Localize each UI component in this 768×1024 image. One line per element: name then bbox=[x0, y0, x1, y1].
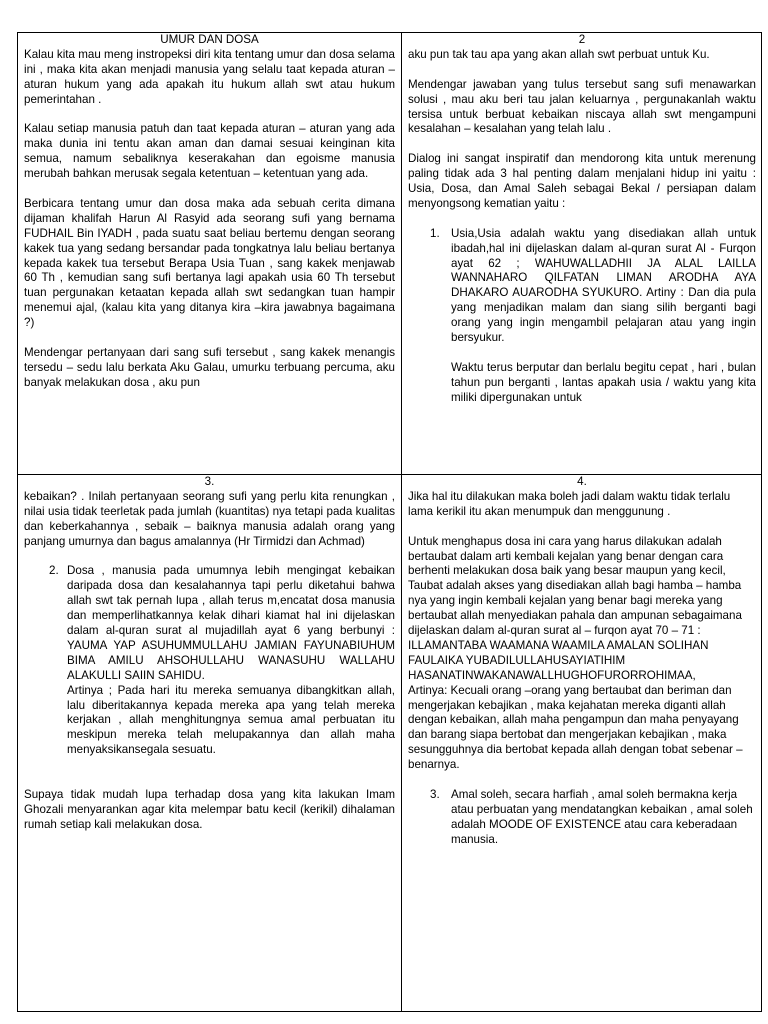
page-title: UMUR DAN DOSA bbox=[160, 33, 259, 46]
page-cell-2 bbox=[402, 33, 762, 474]
paragraph: Kalau setiap manusia patuh dan taat kepada aturan – aturan yang ada maka dunia ini tentu akan aman dan damai sesuai keinginan kita semua, namum sebaliknya keserakahan dan egoisme manusia merubah bahkan merusak segala ketentuan – ketentuan yang ada. bbox=[24, 122, 395, 181]
list-item-text: Artinya ; Pada hari itu mereka semuanya dibangkitkan allah, lalu diberitakannya kepada mereka apa yang telah mereka kerjakan , allah menghitungnya semua amal perbuatan itu meskipun mereka telah melupakannya dan allah maha menyaksikansegala sesuatu. bbox=[67, 683, 395, 757]
paragraph: Mendengar jawaban yang tulus tersebut sang sufi menawarkan solusi , mau aku beri tau jalan keluarnya , pergunakanlah waktu tersisa untuk berbuat kebaikan niscaya allah swt mengampuni kesalahan – kesalahan yang telah lalu . bbox=[408, 77, 756, 136]
list-item-text: Dosa , manusia pada umumnya lebih mengingat kebaikan daripada dosa dan kesalahannya tapi perlu diketahui bahwa allah swt tak pernah lupa , allah terus m,encatat dosa manusia dan memperlihatkannya kelak dihari kiamat hal ini dijelaskan dalam al-quran surat al mujadillah ayat 6 yang berbunyi : YAUMA YAP ASUHUMMULLAHU JAMIAN FAYUNABIUHUM BIMA AMILU AHSOHULLAHU WANASUHU WALLAHU ALAKULLI SAIIN SAHIDU. bbox=[67, 564, 395, 682]
list-number: 3. bbox=[430, 788, 440, 801]
paragraph: kebaikan? . Inilah pertanyaan seorang sufi yang perlu kita renungkan , nilai usia tidak teerletak pada jumlah (kuantitas) nya tetapi pada kualitas dan keberkahannya , sebaik – baiknya manusia adalah orang yang panjang umurnya dan bagus amalannya (Hr Tirmidzi dan Achmad) bbox=[24, 489, 395, 548]
list-item-body bbox=[451, 788, 756, 863]
page-number: 2 bbox=[578, 33, 586, 46]
list-number: 2. bbox=[49, 564, 59, 578]
list-number: 1. bbox=[430, 226, 440, 240]
paragraph: Kalau kita mau meng instropeksi diri kita tentang umur dan dosa selama ini , maka kita akan menjadi manusia yang selalu taat kepada aturan – aturan hukum yang ada apakah itu hukum allah swt atau hukum pemerintahan . bbox=[24, 47, 395, 106]
paragraph: Jika hal itu dilakukan maka boleh jadi dalam waktu tidak terlalu lama kerikil itu akan menumpuk dan menggunung . bbox=[408, 489, 731, 518]
page-cell-4 bbox=[402, 475, 762, 1011]
paragraph: Mendengar pertanyaan dari sang sufi tersebut , sang kakek menangis tersedu – sedu lalu berkata Aku Galau, umurku terbuang percuma, aku banyak melakukan dosa , aku pun bbox=[24, 345, 395, 389]
list-item-text: Usia,Usia adalah waktu yang disediakan allah untuk ibadah,hal ini dijelaskan dalam al-quran surat Al - Furqon ayat 62 ; WAHUWALLADHII JA ALAL LAILLA WANNAHARO QILFATAN LIMAN ARODHA AYA DHAKARO AUARODHA SYUKURO. Artiny : Dan dia pula yang menjadikan malam dan siang silih berganti bagi orang yang ingin mengambil pelajaran atau yang ingin bersyukur. bbox=[451, 226, 756, 345]
page-cell-1 bbox=[18, 33, 401, 474]
list-item-body bbox=[67, 564, 395, 773]
paragraph: Berbicara tentang umur dan dosa maka ada sebuah cerita dimana dijaman khalifah Harun Al Rasyid ada seorang sufi yang bernama FUDHAIL Bin IYADH , pada suatu saat beliau bertemu dengan seorang kakek tua yang sedang bersandar pada tongkatnya lalu beliau bertanya kepada kakek tua tersebut Berapa Usia Tuan , sang kakek menjawab 60 Th , kemudian sang sufi bertanya lagi apakah usia 60 Th tersebut tuan pergunakan ketaatan kepada allah swt sedangkan tuan hampir menemui ajal, (kalau kita yang ditanya kira –kira jawabnya bagaimana ?) bbox=[24, 196, 395, 330]
list-item-body bbox=[451, 227, 756, 421]
list-item-amal-soleh bbox=[408, 788, 756, 863]
page-cell-3 bbox=[18, 475, 401, 1011]
paragraph: aku pun tak tau apa yang akan allah swt perbuat untuk Ku. bbox=[408, 47, 710, 61]
paragraph: Supaya tidak mudah lupa terhadap dosa yang kita lakukan Imam Ghozali menyarankan agar kita melempar batu kecil (kerikil) dihalaman rumah setiap kali melakukan dosa. bbox=[24, 787, 395, 831]
paragraph: Untuk menghapus dosa ini cara yang harus dilakukan adalah bertaubat dalam arti kembali kejalan yang benar dengan cara berhenti melakukan dosa baik yang besar maupun yang kecil, Taubat adalah akses yang disediakan allah bagi hamba – hamba nya yang ingin kembali kejalan yang benar bagi mereka yang bertaubat allah menyediakan pahala dan ampunan sebagaimana dijelaskan dalam al-quran surat al – furqon ayat 70 – 71 : ILLAMANTABA WAAMANA WAAMILA AMALAN SOLIHAN FAULAIKA YUBADILULLAHUSAYIATIHIM HASANATINWAKANAWALLHUGHOFURORROHIMAA, bbox=[408, 534, 742, 682]
page-number: 4. bbox=[577, 475, 587, 488]
list-item-text: Amal soleh, secara harfiah , amal soleh bermakna kerja atau perbuatan yang mendatangkan kebaikan , amal soleh adalah MOODE OF EXISTENCE atau cara keberadaan manusia. bbox=[451, 788, 753, 846]
paragraph: Dialog ini sangat inspiratif dan mendorong kita untuk merenung paling tidak ada 3 hal penting dalam menjalani hidup ini yaitu : Usia, Dosa, dan Amal Saleh sebagai Bekal / persiapan dalam menyongsong kematian yaitu : bbox=[408, 152, 756, 210]
list-item-usia bbox=[408, 227, 756, 421]
document-page-grid bbox=[17, 32, 762, 1012]
paragraph: Artinya: Kecuali orang –orang yang bertaubat dan beriman dan mengerjakan kebajikan , maka kejahatan mereka diganti allah dengan kebaikan, allah maha pengampun dan maha penyayang dan barang siapa bertobat dan mengerjakan kebajikan , maka sesungguhnya dia bertobat kepada allah dengan tobat sebenar – benarnya. bbox=[408, 683, 743, 772]
list-item-text: Waktu terus berputar dan berlalu begitu cepat , hari , bulan tahun pun berganti , lantas apakah usia / waktu yang kita miliki dipergunakan untuk bbox=[451, 360, 756, 404]
page-number: 3. bbox=[204, 475, 215, 488]
list-item-dosa bbox=[24, 564, 395, 773]
